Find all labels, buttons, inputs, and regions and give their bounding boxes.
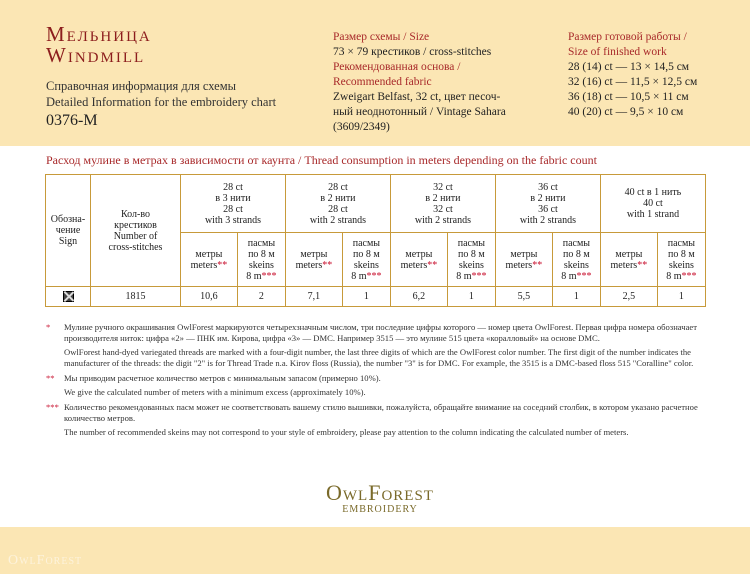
logo-sub: EMBROIDERY (342, 504, 418, 515)
count-header: Кол-во крестиков Number of cross-stitches (91, 175, 181, 287)
fabric-label: Рекомендованная основа / (333, 61, 461, 73)
fabric-label-en: Recommended fabric (333, 76, 432, 88)
footer-brand: OwlForest (8, 553, 83, 568)
footnote-3: *** Количество рекомендованных пасм может не соответствовать вашему стилю вышивки, пожалуйста, обращайте внимание на соседний столбик, в котором указано расчетное количество метров. The number of recommended skeins may not correspond to your style of embroidery, please pay attention to the column indicating the calculated number of meters. (46, 402, 698, 437)
group-header: 36 ct в 2 нити 36 ct with 2 strands (495, 175, 600, 233)
finished-label: Размер готовой работы / (568, 31, 687, 43)
chart-code: 0376-M (46, 112, 98, 129)
size-value: 73 × 79 крестиков / cross-stitches (333, 46, 492, 58)
value-cell: 6,2 (390, 287, 447, 307)
skeins-header: пасмы по 8 м skeins 8 m*** (342, 233, 390, 287)
group-header: 32 ct в 2 нити 32 ct with 2 strands (390, 175, 495, 233)
value-cell: 1 (552, 287, 600, 307)
meters-header: метры meters** (285, 233, 342, 287)
skeins-header: пасмы по 8 м skeins 8 m*** (237, 233, 285, 287)
value-cell: 5,5 (495, 287, 552, 307)
logo-name: OwlForest (326, 480, 434, 505)
group-header: 28 ct в 3 нити 28 ct with 3 strands (181, 175, 286, 233)
value-cell: 1 (447, 287, 495, 307)
value-cell: 1 (342, 287, 390, 307)
finished-size-40: 40 (20) ct — 9,5 × 10 см (568, 106, 684, 118)
thread-table-title: Расход мулине в метрах в зависимости от каунта / Thread consumption in meters depending on the fabric count (46, 153, 597, 167)
value-cell: 2 (237, 287, 285, 307)
skeins-header: пасмы по 8 м skeins 8 m*** (447, 233, 495, 287)
size-label: Размер схемы / Size (333, 31, 430, 43)
chart-title (46, 24, 152, 66)
footer-band (0, 527, 750, 574)
finished-label-en: Size of finished work (568, 46, 667, 58)
finished-size-28: 28 (14) ct — 13 × 14,5 см (568, 61, 690, 73)
reference-text (46, 78, 276, 110)
table-row (46, 287, 706, 307)
fabric-value: (3609/2349) (333, 121, 390, 133)
sign-symbol-cell (46, 287, 91, 307)
footnote-2: ** Мы приводим расчетное количество метров с минимальным запасом (примерно 10%). We give the calculated number of meters with a minimum excess (approximately 10%). (46, 373, 381, 397)
group-header: 28 ct в 2 нити 28 ct with 2 strands (285, 175, 390, 233)
meters-header: метры meters** (495, 233, 552, 287)
fabric-value: Zweigart Belfast, 32 ct, цвет песоч- (333, 91, 501, 103)
thread-consumption-table (45, 174, 706, 307)
title-ru: Мельница (46, 22, 152, 46)
title-en: Windmill (46, 43, 146, 67)
fabric-value: ный неоднотонный / Vintage Sahara (333, 106, 506, 118)
stitch-count: 1815 (91, 287, 181, 307)
footnotes (46, 322, 710, 442)
meters-header: метры meters** (390, 233, 447, 287)
finished-size-36: 36 (18) ct — 10,5 × 11 см (568, 91, 689, 103)
skeins-header: пасмы по 8 м skeins 8 m*** (657, 233, 705, 287)
scheme-info (333, 30, 533, 135)
footnote-1: * Мулине ручного окрашивания OwlForest маркируются четырехзначным числом, три последние цифры которого — номер цвета OwlForest. Первая цифра номера обозначает производителя ниток: цифра «2» — ПНК им. Кирова, цифра «3» — DMC. Например 3515 — это мулине 515 цвета «коралловый» на основе DMC. OwlForest hand-dyed variegated threads are marked with a four-digit number, the last three digits of which are the OwlForest color number. The first digit of the number indicates the manufacturer of the threads: the digit "2" is for Thread Trade n.a. Kirov floss (Russia), the number "3" is for DMC. For example, the 3515 is a DMC-based floss 515 "Coralline" color. (46, 322, 697, 368)
value-cell: 1 (657, 287, 705, 307)
ref-ru: Справочная информация для схемы (46, 79, 237, 93)
skeins-header: пасмы по 8 м skeins 8 m*** (552, 233, 600, 287)
value-cell: 2,5 (600, 287, 657, 307)
ref-en: Detailed Information for the embroidery chart (46, 95, 277, 109)
owlforest-logo (300, 480, 460, 515)
value-cell: 7,1 (285, 287, 342, 307)
sign-header: Обозна- чение Sign (46, 175, 91, 287)
finished-size-info (568, 30, 748, 120)
cross-stitch-symbol-icon (63, 291, 74, 302)
finished-size-32: 32 (16) ct — 11,5 × 12,5 см (568, 76, 698, 88)
group-header: 40 ct в 1 нить 40 ct with 1 strand (600, 175, 705, 233)
meters-header: метры meters** (600, 233, 657, 287)
meters-header: метры meters** (181, 233, 238, 287)
value-cell: 10,6 (181, 287, 238, 307)
